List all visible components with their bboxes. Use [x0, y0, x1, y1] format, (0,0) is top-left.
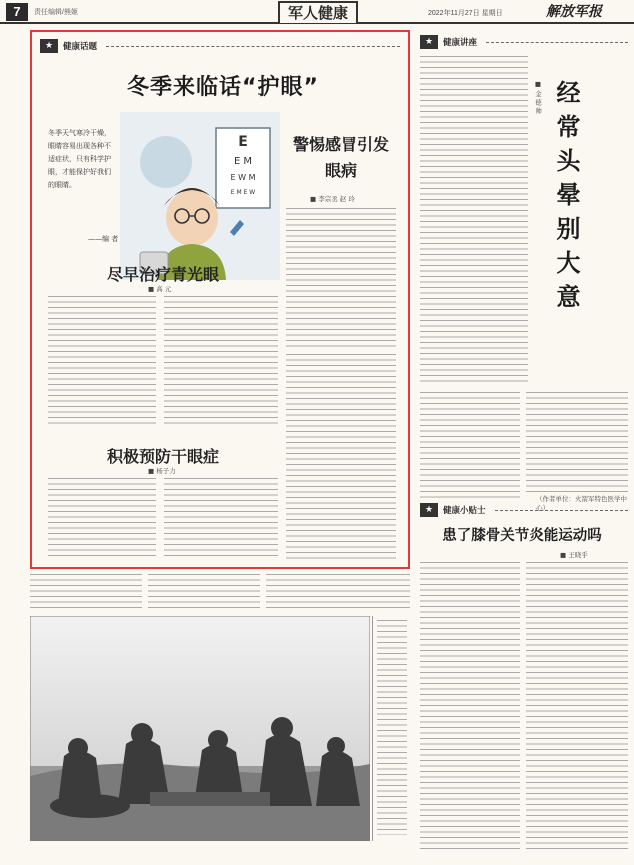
eye-chart-row-2: E M	[233, 156, 253, 167]
page-header	[0, 0, 634, 24]
text-block	[286, 208, 396, 350]
byline-sub2: ■ 高 元	[148, 285, 172, 293]
lecture-headline: 经常头晕别大意	[552, 80, 581, 318]
text-block	[420, 56, 528, 386]
lecture-author-unit: （作者单位：火箭军特色医学中心）	[536, 495, 627, 512]
text-block	[266, 574, 410, 612]
subhead-cold-eye: 警惕感冒引发眼病	[292, 135, 389, 180]
page-number: 7	[6, 3, 28, 21]
column-label: 健康小贴士	[443, 506, 486, 516]
text-block	[526, 562, 628, 852]
masthead-logo: 解放军报	[546, 4, 602, 20]
caption-text	[377, 620, 407, 835]
eye-chart-row-3: E W M	[230, 173, 256, 182]
column-header-lecture	[420, 34, 628, 50]
section-title: 军人健康	[278, 1, 358, 23]
text-block	[420, 392, 520, 500]
text-block	[48, 296, 156, 428]
column-rule	[495, 510, 628, 511]
byline-sub1: ■ 李宗丞 赵 玲	[310, 195, 355, 203]
column-label: 健康话题	[63, 42, 98, 52]
feature-intro: 冬季天气寒冷干燥，眼睛容易出现各种不适症状，只有科学护眼，才能保护好我们的眼睛。	[48, 129, 111, 189]
column-header-feature	[40, 38, 400, 54]
subhead-dry-eye: 积极预防干眼症	[106, 447, 219, 466]
star-icon: ★	[420, 503, 438, 517]
text-block	[48, 478, 156, 560]
column-rule	[106, 46, 400, 47]
eye-care-illustration	[120, 112, 280, 280]
feature-intro-author: ——编 者	[88, 235, 119, 243]
column-rule	[486, 42, 628, 43]
field-rescue-photo	[30, 616, 370, 841]
text-block	[30, 574, 142, 612]
star-icon: ★	[40, 39, 58, 53]
column-header-tips	[420, 502, 628, 518]
eye-chart-row-4: E M E W	[230, 189, 256, 196]
subhead-glaucoma: 尽早治疗青光眼	[106, 265, 219, 284]
editor-line: 责任编辑/熊姬	[34, 9, 78, 16]
text-block	[526, 392, 628, 492]
issue-date: 2022年11月27日 星期日	[428, 10, 503, 17]
feature-headline: 冬季来临话“护眼”	[127, 75, 319, 100]
featured-article[interactable]	[30, 30, 410, 569]
byline-sub3: ■ 杨子力	[148, 467, 176, 475]
column-label: 健康讲座	[443, 38, 478, 48]
text-block	[164, 478, 278, 560]
text-block	[164, 296, 278, 428]
text-block	[148, 574, 260, 612]
tips-headline: 患了膝骨关节炎能运动吗	[442, 528, 602, 544]
tips-byline: ■ 王晓乎	[560, 551, 588, 559]
lecture-author: ■ 金 德 帅	[534, 80, 542, 114]
text-block	[420, 562, 520, 852]
text-block	[286, 354, 396, 560]
eye-chart-row-1: E	[238, 134, 248, 150]
star-icon: ★	[420, 35, 438, 49]
photo-caption	[372, 616, 410, 841]
